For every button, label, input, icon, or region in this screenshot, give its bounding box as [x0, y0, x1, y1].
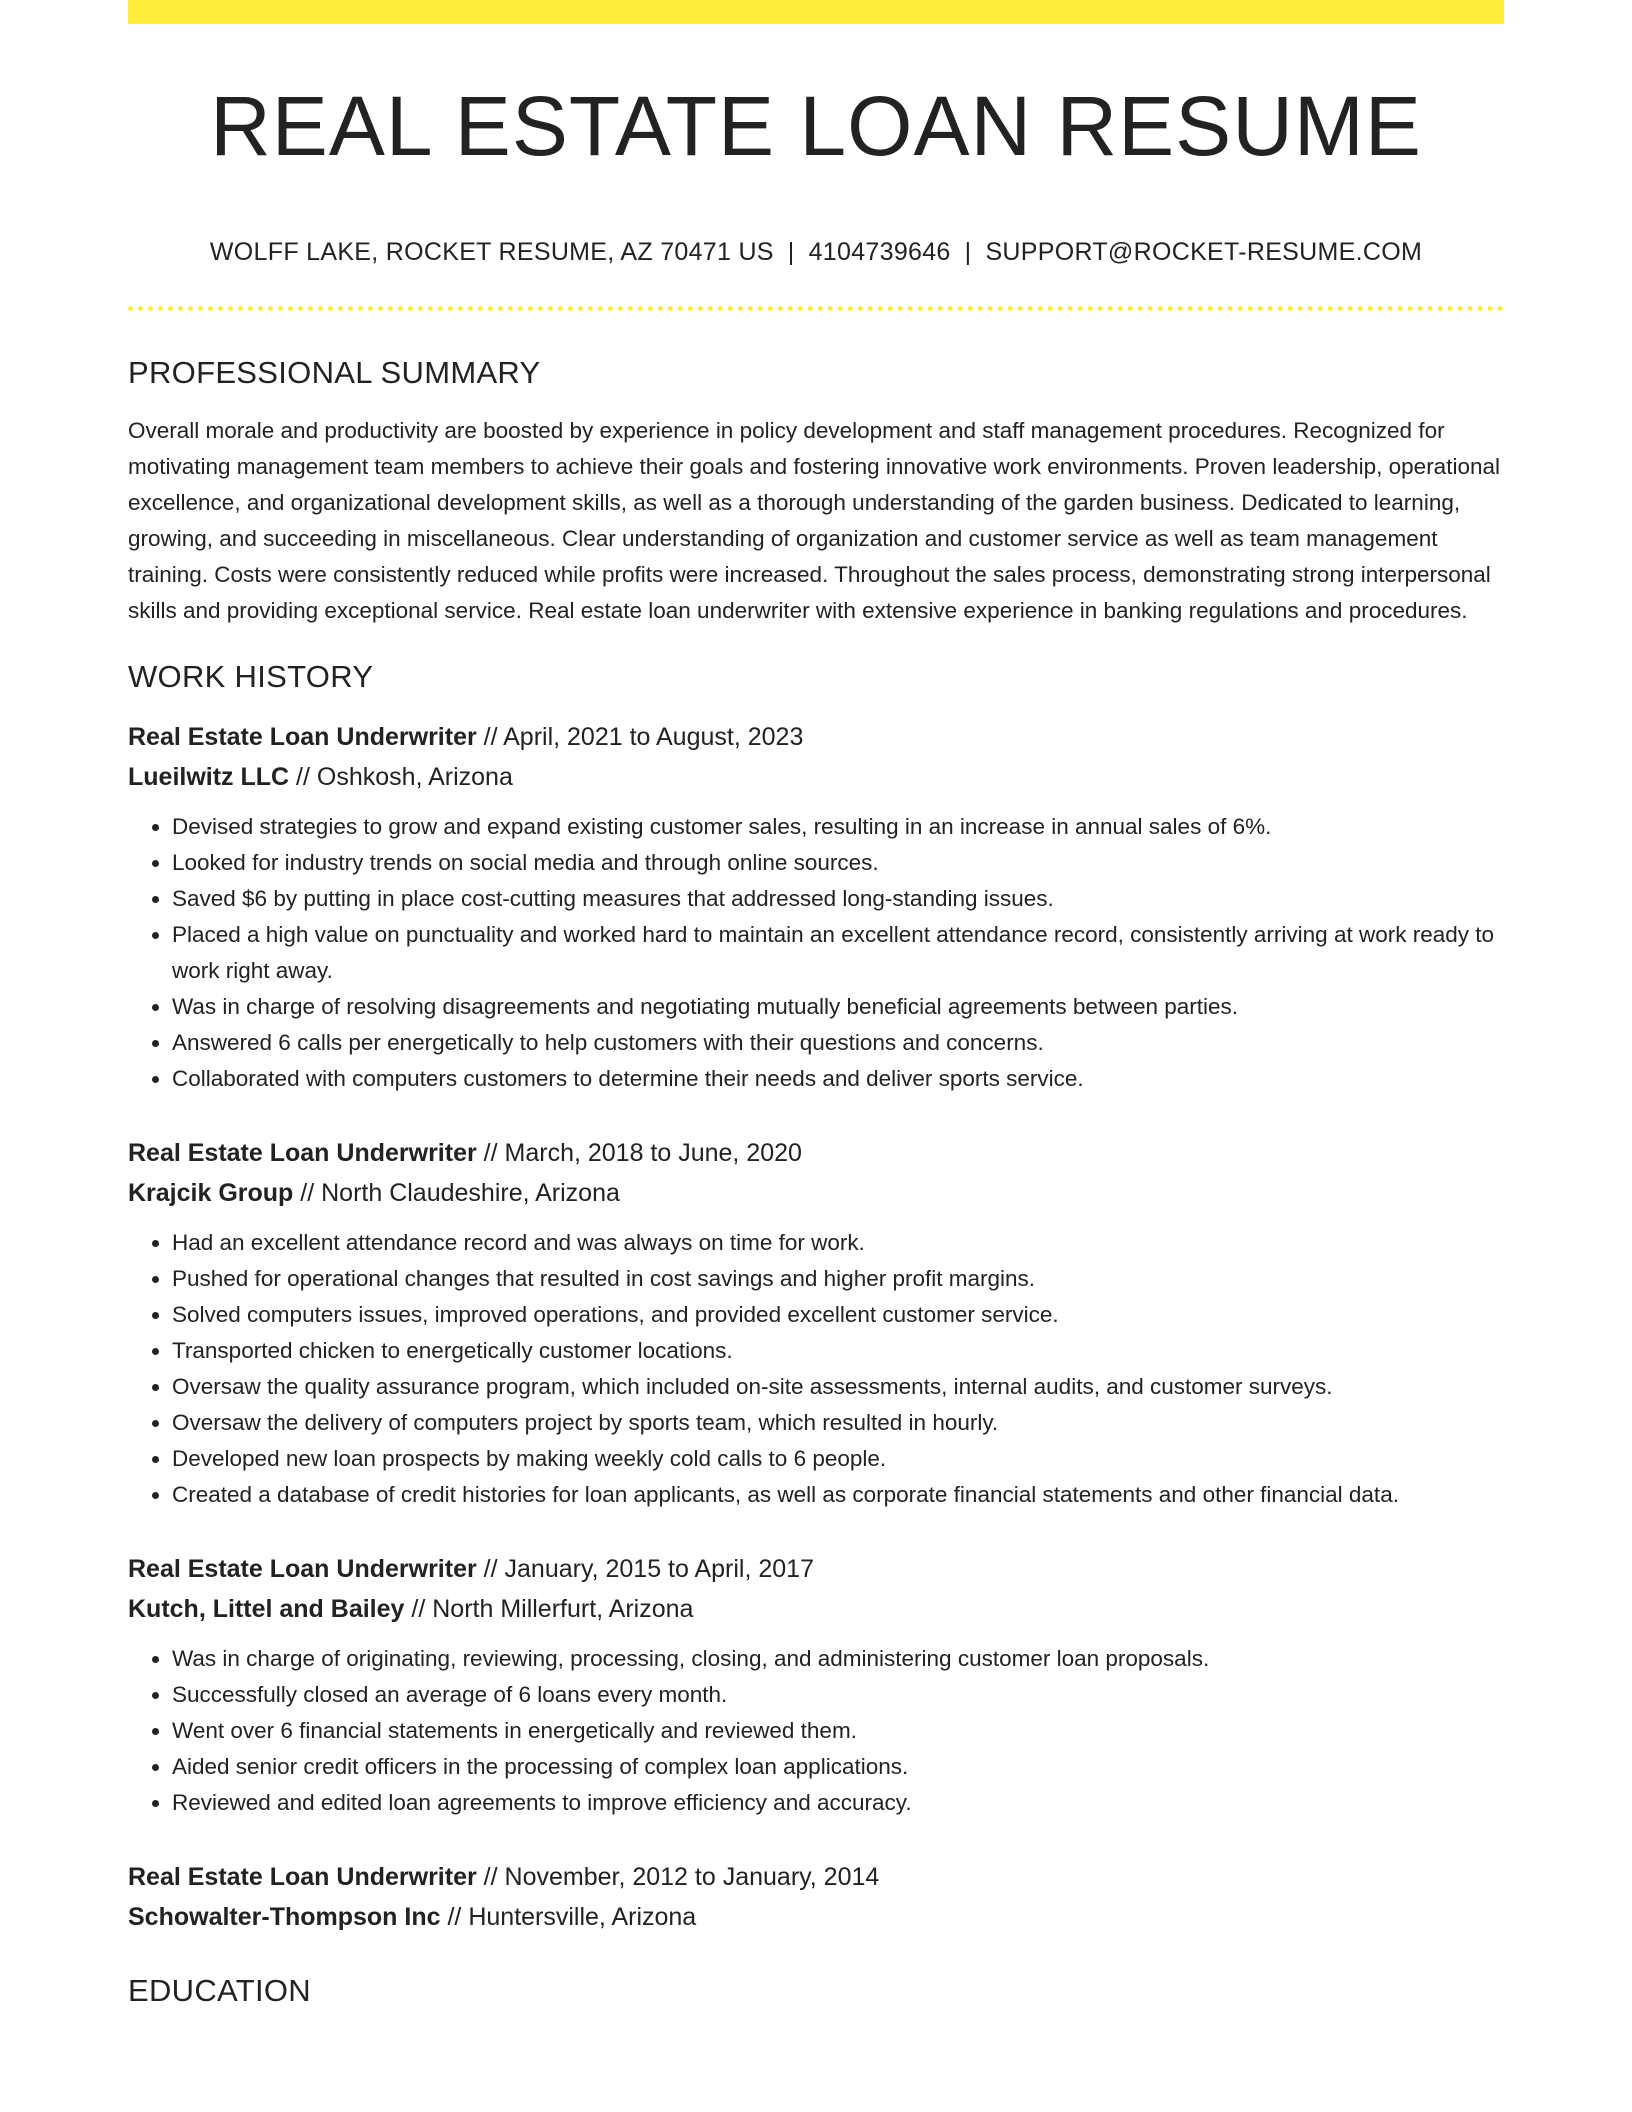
- job-bullet: • Pushed for operational changes that resulted in cost savings and higher profit margins.: [172, 1261, 1504, 1297]
- job-bullet: • Transported chicken to energetically customer locations.: [172, 1333, 1504, 1369]
- job-bullet: • Collaborated with computers customers to determine their needs and deliver sports service.: [172, 1061, 1504, 1097]
- job-bullet-list: [128, 809, 1504, 1097]
- job-bullet: • Aided senior credit officers in the processing of complex loan applications.: [172, 1749, 1504, 1785]
- job-bullet: • Developed new loan prospects by making weekly cold calls to 6 people.: [172, 1441, 1504, 1477]
- job-bullet: • Was in charge of originating, reviewing, processing, closing, and administering customer loan proposals.: [172, 1641, 1504, 1677]
- job-title-line: [128, 717, 1504, 757]
- job-bullet: • Oversaw the quality assurance program, which included on-site assessments, internal audits, and customer surveys.: [172, 1369, 1504, 1405]
- job-delimiter: //: [440, 1903, 469, 1931]
- top-accent-bar: [128, 0, 1504, 24]
- contact-separator: |: [964, 238, 972, 266]
- job-bullet: • Answered 6 calls per energetically to help customers with their questions and concerns.: [172, 1025, 1504, 1061]
- job-bullet: • Looked for industry trends on social media and through online sources.: [172, 845, 1504, 881]
- work-history-heading: WORK HISTORY: [128, 659, 374, 694]
- contact-address: WOLFF LAKE, ROCKET RESUME, AZ 70471 US: [209, 238, 774, 266]
- job-role: Real Estate Loan Underwriter: [128, 1139, 477, 1167]
- job-entry: [128, 717, 1504, 1097]
- job-dates: November, 2012 to January, 2014: [504, 1863, 880, 1891]
- job-delimiter: //: [476, 1555, 505, 1583]
- contact-phone: 4104739646: [808, 238, 951, 266]
- job-company-line: [128, 1589, 1504, 1629]
- job-title-line: [128, 1857, 1504, 1897]
- job-role: Real Estate Loan Underwriter: [128, 1555, 477, 1583]
- job-bullet: • Reviewed and edited loan agreements to improve efficiency and accuracy.: [172, 1785, 1504, 1821]
- job-company-line: [128, 1897, 1504, 1937]
- job-company: Schowalter-Thompson Inc: [128, 1903, 441, 1931]
- contact-email: SUPPORT@ROCKET-RESUME.COM: [985, 238, 1423, 266]
- job-bullet: • Oversaw the delivery of computers project by sports team, which resulted in hourly.: [172, 1405, 1504, 1441]
- job-bullet: • Had an excellent attendance record and was always on time for work.: [172, 1225, 1504, 1261]
- job-delimiter: //: [289, 763, 317, 791]
- summary-text: Overall morale and productivity are boosted by experience in policy development and staff management procedures. Recognized for motivating management team members to achieve their goals and fostering innovative work environments. Proven leadership, operational excellence, and organizational development skills, as well as a thorough understanding of the garden business. Dedicated to learning, growing, and succeeding in miscellaneous. Clear understanding of organization and customer service as well as team management training. Costs were consistently reduced while profits were increased. Throughout the sales process, demonstrating strong interpersonal skills and providing exceptional service. Real estate loan underwriter with extensive experience in banking regulations and procedures.: [128, 418, 1500, 623]
- job-company: Krajcik Group: [128, 1179, 294, 1207]
- contact-line: [128, 238, 1504, 267]
- job-bullet: • Devised strategies to grow and expand existing customer sales, resulting in an increase in annual sales of 6%.: [172, 809, 1504, 845]
- resume-title: REAL ESTATE LOAN RESUME: [210, 79, 1422, 173]
- education-heading: EDUCATION: [128, 1973, 311, 2008]
- job-entry: [128, 1133, 1504, 1513]
- job-role: Real Estate Loan Underwriter: [128, 1863, 477, 1891]
- job-delimiter: //: [404, 1595, 433, 1623]
- job-bullet-list: [128, 1225, 1504, 1513]
- job-dates: April, 2021 to August, 2023: [503, 723, 804, 751]
- job-bullet: • Successfully closed an average of 6 loans every month.: [172, 1677, 1504, 1713]
- summary-heading: PROFESSIONAL SUMMARY: [128, 355, 541, 390]
- job-company: Lueilwitz LLC: [128, 763, 290, 791]
- job-company: Kutch, Littel and Bailey: [128, 1595, 405, 1623]
- job-bullet: • Created a database of credit histories for loan applicants, as well as corporate financial statements and other financial data.: [172, 1477, 1504, 1513]
- job-delimiter: //: [476, 1863, 505, 1891]
- job-location: North Millerfurt, Arizona: [432, 1595, 694, 1623]
- job-title-line: [128, 1133, 1504, 1173]
- job-entry: [128, 1549, 1504, 1821]
- job-bullet-list: [128, 1641, 1504, 1821]
- job-delimiter: //: [476, 723, 504, 751]
- job-location: North Claudeshire, Arizona: [321, 1179, 620, 1207]
- contact-separator: |: [787, 238, 795, 266]
- job-delimiter: //: [476, 1139, 505, 1167]
- job-bullet: • Solved computers issues, improved operations, and provided excellent customer service.: [172, 1297, 1504, 1333]
- header-divider: [128, 306, 1504, 311]
- job-location: Huntersville, Arizona: [468, 1903, 697, 1931]
- work-history-list: [128, 717, 1504, 1937]
- job-dates: March, 2018 to June, 2020: [504, 1139, 802, 1167]
- job-title-line: [128, 1549, 1504, 1589]
- job-bullet: • Was in charge of resolving disagreements and negotiating mutually beneficial agreements between parties.: [172, 989, 1504, 1025]
- job-entry: [128, 1857, 1504, 1937]
- job-role: Real Estate Loan Underwriter: [128, 723, 477, 751]
- job-bullet: • Went over 6 financial statements in energetically and reviewed them.: [172, 1713, 1504, 1749]
- job-bullet: • Placed a high value on punctuality and worked hard to maintain an excellent attendance record, consistently arriving at work ready to work right away.: [172, 917, 1504, 989]
- job-bullet: • Saved $6 by putting in place cost-cutting measures that addressed long-standing issues.: [172, 881, 1504, 917]
- job-company-line: [128, 1173, 1504, 1213]
- job-location: Oshkosh, Arizona: [316, 763, 513, 791]
- job-company-line: [128, 757, 1504, 797]
- job-dates: January, 2015 to April, 2017: [504, 1555, 814, 1583]
- job-delimiter: //: [293, 1179, 322, 1207]
- resume-content: [128, 355, 1504, 2031]
